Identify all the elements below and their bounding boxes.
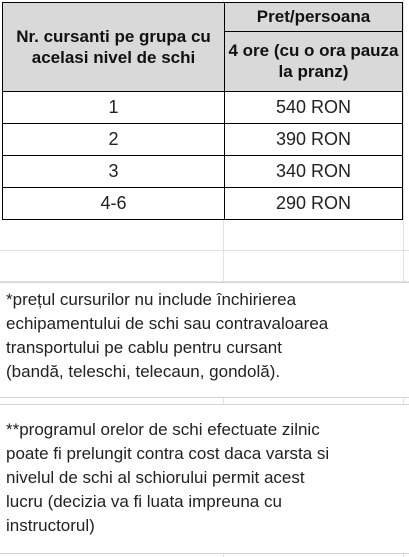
cell-price[interactable]: 290 RON	[225, 188, 403, 220]
cell-group[interactable]: 3	[3, 156, 225, 188]
note-schedule: **programul orelor de schi efectuate zilnic poate fi prelungit contra cost daca varsta si nivelul de schi al schiorului permit acest lucru (decizia va fi luata impreuna cu instructorul)	[6, 420, 330, 535]
cell-price[interactable]: 340 RON	[225, 156, 403, 188]
header-duration[interactable]: 4 ore (cu o ora pauza la pranz)	[225, 31, 403, 91]
header-group-size[interactable]: Nr. cursanti pe grupa cu acelasi nivel de schi	[3, 3, 225, 92]
table-row	[3, 124, 403, 156]
note-equipment: *prețul cursurilor nu include închirierea echipamentului de schi sau contravaloarea transportului pe cablu pentru cursant (bandă, teleschi, telecaun, gondolă).	[6, 290, 329, 381]
table-row	[3, 188, 403, 220]
price-table	[2, 2, 403, 220]
cell-group[interactable]: 1	[3, 92, 225, 124]
cell-group[interactable]: 2	[3, 124, 225, 156]
table-row	[3, 92, 403, 124]
cell-price[interactable]: 390 RON	[225, 124, 403, 156]
empty-row[interactable]	[0, 251, 409, 282]
cell-price[interactable]: 540 RON	[225, 92, 403, 124]
cell-group[interactable]: 4-6	[3, 188, 225, 220]
empty-row[interactable]	[0, 220, 409, 251]
table-row	[3, 156, 403, 188]
header-price-per-person[interactable]: Pret/persoana	[225, 3, 403, 32]
